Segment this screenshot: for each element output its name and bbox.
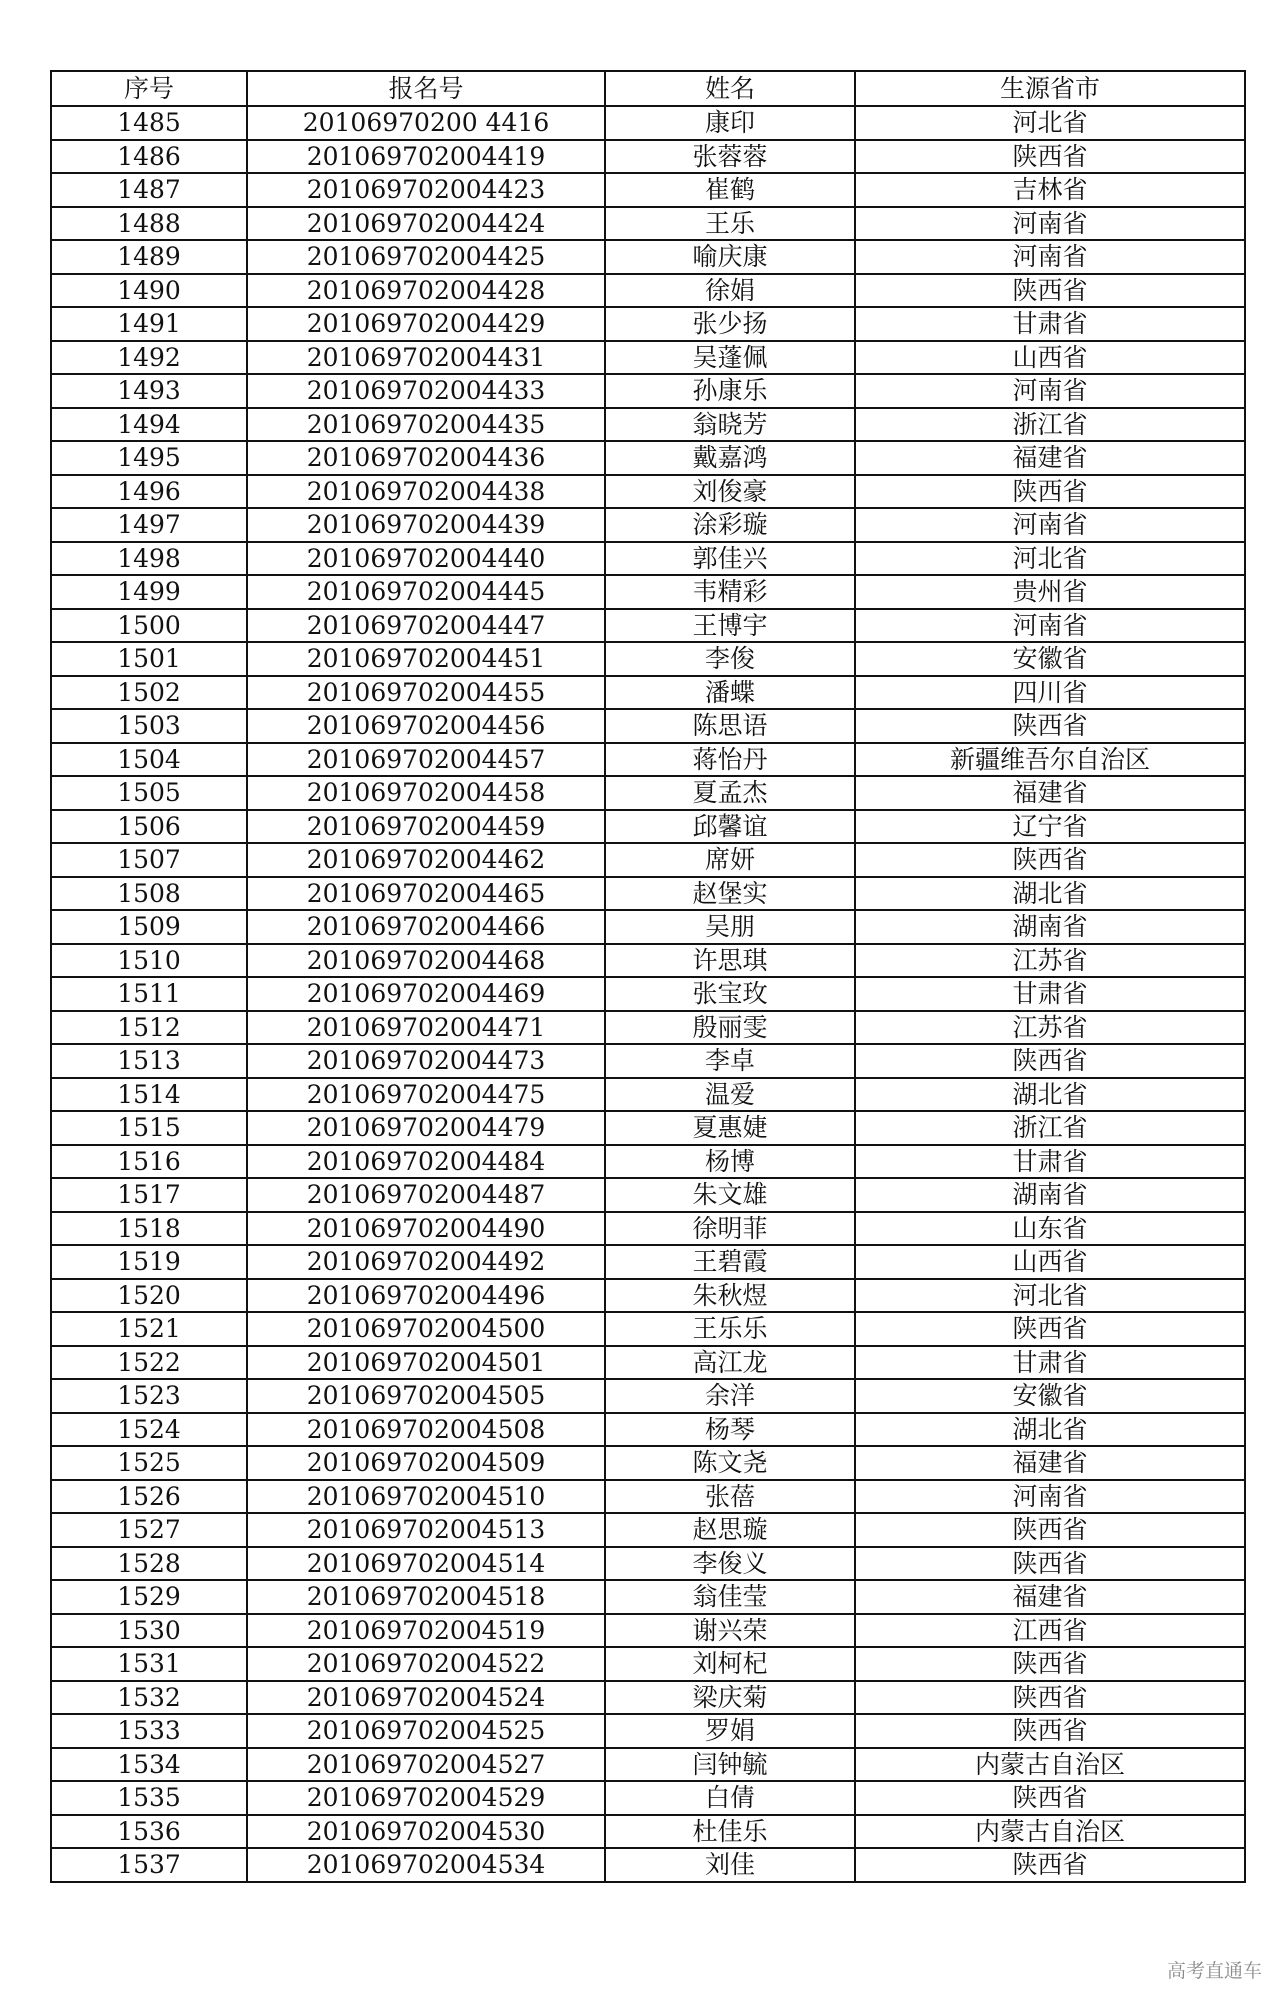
- table-row: [51, 1513, 1245, 1547]
- province-cell: 新疆维吾尔自治区: [855, 743, 1245, 777]
- province-cell: 甘肃省: [855, 977, 1245, 1011]
- province-cell: 陕西省: [855, 140, 1245, 174]
- serial-number-cell: 1492: [51, 341, 247, 375]
- serial-number-cell: 1531: [51, 1647, 247, 1681]
- table-row: [51, 676, 1245, 710]
- province-cell: 河北省: [855, 1279, 1245, 1313]
- serial-number-cell: 1528: [51, 1547, 247, 1581]
- name-cell: 余洋: [605, 1379, 855, 1413]
- serial-number-cell: 1536: [51, 1815, 247, 1849]
- serial-number-cell: 1507: [51, 843, 247, 877]
- registration-number-cell: 201069702004435: [247, 408, 605, 442]
- province-cell: 湖南省: [855, 1178, 1245, 1212]
- table-row: [51, 1044, 1245, 1078]
- serial-number-cell: 1499: [51, 575, 247, 609]
- serial-number-cell: 1526: [51, 1480, 247, 1514]
- province-cell: 福建省: [855, 1446, 1245, 1480]
- name-cell: 夏惠婕: [605, 1111, 855, 1145]
- serial-number-cell: 1516: [51, 1145, 247, 1179]
- table-row: [51, 341, 1245, 375]
- header-province: 生源省市: [855, 71, 1245, 106]
- registration-number-cell: 201069702004473: [247, 1044, 605, 1078]
- name-cell: 潘蝶: [605, 676, 855, 710]
- province-cell: 陕西省: [855, 1312, 1245, 1346]
- name-cell: 王乐: [605, 207, 855, 241]
- registration-number-cell: 201069702004479: [247, 1111, 605, 1145]
- table-row: [51, 274, 1245, 308]
- serial-number-cell: 1515: [51, 1111, 247, 1145]
- registration-number-cell: 201069702004466: [247, 910, 605, 944]
- table-header: [51, 71, 1245, 106]
- province-cell: 河南省: [855, 609, 1245, 643]
- registration-number-cell: 201069702004424: [247, 207, 605, 241]
- name-cell: 翁佳莹: [605, 1580, 855, 1614]
- name-cell: 韦精彩: [605, 575, 855, 609]
- serial-number-cell: 1491: [51, 307, 247, 341]
- province-cell: 贵州省: [855, 575, 1245, 609]
- table-row: [51, 944, 1245, 978]
- name-cell: 张蓓: [605, 1480, 855, 1514]
- table-row: [51, 1245, 1245, 1279]
- province-cell: 湖南省: [855, 910, 1245, 944]
- header-name: 姓名: [605, 71, 855, 106]
- province-cell: 甘肃省: [855, 1346, 1245, 1380]
- serial-number-cell: 1487: [51, 173, 247, 207]
- serial-number-cell: 1530: [51, 1614, 247, 1648]
- registration-number-cell: 201069702004527: [247, 1748, 605, 1782]
- registration-number-cell: 201069702004519: [247, 1614, 605, 1648]
- serial-number-cell: 1486: [51, 140, 247, 174]
- province-cell: 福建省: [855, 776, 1245, 810]
- registration-number-cell: 201069702004423: [247, 173, 605, 207]
- registration-number-cell: 201069702004455: [247, 676, 605, 710]
- province-cell: 内蒙古自治区: [855, 1748, 1245, 1782]
- table-row: [51, 1714, 1245, 1748]
- registration-number-cell: 201069702004530: [247, 1815, 605, 1849]
- name-cell: 王博宇: [605, 609, 855, 643]
- serial-number-cell: 1493: [51, 374, 247, 408]
- province-cell: 陕西省: [855, 1513, 1245, 1547]
- registration-number-cell: 201069702004500: [247, 1312, 605, 1346]
- province-cell: 陕西省: [855, 1647, 1245, 1681]
- name-cell: 李俊义: [605, 1547, 855, 1581]
- registration-number-cell: 201069702004447: [247, 609, 605, 643]
- serial-number-cell: 1533: [51, 1714, 247, 1748]
- registration-number-cell: 201069702004429: [247, 307, 605, 341]
- table-row: [51, 575, 1245, 609]
- serial-number-cell: 1497: [51, 508, 247, 542]
- table-row: [51, 1681, 1245, 1715]
- name-cell: 赵堡实: [605, 877, 855, 911]
- province-cell: 福建省: [855, 441, 1245, 475]
- name-cell: 吴朋: [605, 910, 855, 944]
- table-row: [51, 1212, 1245, 1246]
- registration-number-cell: 201069702004490: [247, 1212, 605, 1246]
- table-row: [51, 1480, 1245, 1514]
- province-cell: 湖北省: [855, 877, 1245, 911]
- province-cell: 湖北省: [855, 1413, 1245, 1447]
- table-row: [51, 207, 1245, 241]
- serial-number-cell: 1512: [51, 1011, 247, 1045]
- name-cell: 杜佳乐: [605, 1815, 855, 1849]
- serial-number-cell: 1500: [51, 609, 247, 643]
- name-cell: 张蓉蓉: [605, 140, 855, 174]
- table-row: [51, 910, 1245, 944]
- serial-number-cell: 1503: [51, 709, 247, 743]
- table-row: [51, 1178, 1245, 1212]
- table-row: [51, 542, 1245, 576]
- table-row: [51, 1279, 1245, 1313]
- name-cell: 戴嘉鸿: [605, 441, 855, 475]
- province-cell: 甘肃省: [855, 307, 1245, 341]
- province-cell: 陕西省: [855, 1714, 1245, 1748]
- table-body: [51, 106, 1245, 1882]
- serial-number-cell: 1513: [51, 1044, 247, 1078]
- serial-number-cell: 1532: [51, 1681, 247, 1715]
- registration-number-cell: 201069702004471: [247, 1011, 605, 1045]
- name-cell: 席妍: [605, 843, 855, 877]
- table-row: [51, 408, 1245, 442]
- province-cell: 江苏省: [855, 944, 1245, 978]
- province-cell: 陕西省: [855, 1848, 1245, 1882]
- registration-number-cell: 201069702004433: [247, 374, 605, 408]
- registration-number-cell: 201069702004438: [247, 475, 605, 509]
- province-cell: 辽宁省: [855, 810, 1245, 844]
- table-row: [51, 140, 1245, 174]
- serial-number-cell: 1534: [51, 1748, 247, 1782]
- name-cell: 康印: [605, 106, 855, 140]
- name-cell: 罗娟: [605, 1714, 855, 1748]
- registration-number-cell: 201069702004508: [247, 1413, 605, 1447]
- table-row: [51, 508, 1245, 542]
- name-cell: 翁晓芳: [605, 408, 855, 442]
- registration-number-cell: 201069702004514: [247, 1547, 605, 1581]
- registration-number-cell: 201069702004525: [247, 1714, 605, 1748]
- serial-number-cell: 1509: [51, 910, 247, 944]
- name-cell: 梁庆菊: [605, 1681, 855, 1715]
- table-row: [51, 642, 1245, 676]
- name-cell: 李俊: [605, 642, 855, 676]
- table-row: [51, 1312, 1245, 1346]
- province-cell: 安徽省: [855, 1379, 1245, 1413]
- registration-number-cell: 201069702004462: [247, 843, 605, 877]
- registration-number-cell: 201069702004425: [247, 240, 605, 274]
- province-cell: 内蒙古自治区: [855, 1815, 1245, 1849]
- province-cell: 四川省: [855, 676, 1245, 710]
- table-row: [51, 1446, 1245, 1480]
- province-cell: 河南省: [855, 207, 1245, 241]
- registration-number-cell: 201069702004505: [247, 1379, 605, 1413]
- name-cell: 徐明菲: [605, 1212, 855, 1246]
- table-row: [51, 609, 1245, 643]
- table-row: [51, 240, 1245, 274]
- header-serial-number: 序号: [51, 71, 247, 106]
- serial-number-cell: 1502: [51, 676, 247, 710]
- table-row: [51, 173, 1245, 207]
- registration-number-cell: 201069702004419: [247, 140, 605, 174]
- province-cell: 浙江省: [855, 408, 1245, 442]
- registration-number-cell: 201069702004475: [247, 1078, 605, 1112]
- province-cell: 陕西省: [855, 1681, 1245, 1715]
- table-row: [51, 1145, 1245, 1179]
- table-row: [51, 374, 1245, 408]
- serial-number-cell: 1485: [51, 106, 247, 140]
- table-row: [51, 307, 1245, 341]
- province-cell: 吉林省: [855, 173, 1245, 207]
- registration-number-cell: 201069702004468: [247, 944, 605, 978]
- name-cell: 刘佳: [605, 1848, 855, 1882]
- name-cell: 许思琪: [605, 944, 855, 978]
- province-cell: 安徽省: [855, 642, 1245, 676]
- table-row: [51, 1011, 1245, 1045]
- serial-number-cell: 1523: [51, 1379, 247, 1413]
- serial-number-cell: 1527: [51, 1513, 247, 1547]
- serial-number-cell: 1518: [51, 1212, 247, 1246]
- table-row: [51, 1647, 1245, 1681]
- name-cell: 郭佳兴: [605, 542, 855, 576]
- serial-number-cell: 1488: [51, 207, 247, 241]
- registration-number-cell: 201069702004501: [247, 1346, 605, 1380]
- serial-number-cell: 1520: [51, 1279, 247, 1313]
- table-row: [51, 106, 1245, 140]
- table-row: [51, 810, 1245, 844]
- admission-list-table: [50, 70, 1246, 1883]
- name-cell: 王乐乐: [605, 1312, 855, 1346]
- table-row: [51, 1547, 1245, 1581]
- name-cell: 朱秋煜: [605, 1279, 855, 1313]
- header-registration-number: 报名号: [247, 71, 605, 106]
- registration-number-cell: 201069702004509: [247, 1446, 605, 1480]
- name-cell: 高江龙: [605, 1346, 855, 1380]
- registration-number-cell: 20106970200 4416: [247, 106, 605, 140]
- serial-number-cell: 1504: [51, 743, 247, 777]
- registration-number-cell: 201069702004457: [247, 743, 605, 777]
- name-cell: 陈思语: [605, 709, 855, 743]
- province-cell: 福建省: [855, 1580, 1245, 1614]
- province-cell: 江苏省: [855, 1011, 1245, 1045]
- registration-number-cell: 201069702004492: [247, 1245, 605, 1279]
- serial-number-cell: 1494: [51, 408, 247, 442]
- serial-number-cell: 1519: [51, 1245, 247, 1279]
- header-row: [51, 71, 1245, 106]
- name-cell: 张宝玫: [605, 977, 855, 1011]
- serial-number-cell: 1506: [51, 810, 247, 844]
- province-cell: 陕西省: [855, 1781, 1245, 1815]
- name-cell: 陈文尧: [605, 1446, 855, 1480]
- name-cell: 殷丽雯: [605, 1011, 855, 1045]
- serial-number-cell: 1498: [51, 542, 247, 576]
- province-cell: 陕西省: [855, 475, 1245, 509]
- registration-number-cell: 201069702004458: [247, 776, 605, 810]
- table-row: [51, 743, 1245, 777]
- table-row: [51, 1614, 1245, 1648]
- name-cell: 孙康乐: [605, 374, 855, 408]
- province-cell: 江西省: [855, 1614, 1245, 1648]
- registration-number-cell: 201069702004484: [247, 1145, 605, 1179]
- name-cell: 杨博: [605, 1145, 855, 1179]
- table-row: [51, 1781, 1245, 1815]
- serial-number-cell: 1496: [51, 475, 247, 509]
- name-cell: 邱馨谊: [605, 810, 855, 844]
- name-cell: 徐娟: [605, 274, 855, 308]
- registration-number-cell: 201069702004496: [247, 1279, 605, 1313]
- registration-number-cell: 201069702004451: [247, 642, 605, 676]
- serial-number-cell: 1524: [51, 1413, 247, 1447]
- serial-number-cell: 1508: [51, 877, 247, 911]
- name-cell: 涂彩璇: [605, 508, 855, 542]
- registration-number-cell: 201069702004440: [247, 542, 605, 576]
- province-cell: 河南省: [855, 240, 1245, 274]
- serial-number-cell: 1537: [51, 1848, 247, 1882]
- table-row: [51, 1078, 1245, 1112]
- province-cell: 河北省: [855, 106, 1245, 140]
- registration-number-cell: 201069702004513: [247, 1513, 605, 1547]
- name-cell: 温爱: [605, 1078, 855, 1112]
- name-cell: 王碧霞: [605, 1245, 855, 1279]
- registration-number-cell: 201069702004439: [247, 508, 605, 542]
- registration-number-cell: 201069702004465: [247, 877, 605, 911]
- name-cell: 崔鹤: [605, 173, 855, 207]
- name-cell: 夏孟杰: [605, 776, 855, 810]
- table-row: [51, 1111, 1245, 1145]
- serial-number-cell: 1489: [51, 240, 247, 274]
- registration-number-cell: 201069702004518: [247, 1580, 605, 1614]
- province-cell: 河南省: [855, 1480, 1245, 1514]
- name-cell: 闫钟毓: [605, 1748, 855, 1782]
- registration-number-cell: 201069702004436: [247, 441, 605, 475]
- name-cell: 喻庆康: [605, 240, 855, 274]
- serial-number-cell: 1514: [51, 1078, 247, 1112]
- serial-number-cell: 1505: [51, 776, 247, 810]
- province-cell: 浙江省: [855, 1111, 1245, 1145]
- province-cell: 陕西省: [855, 843, 1245, 877]
- table-row: [51, 1379, 1245, 1413]
- table-row: [51, 776, 1245, 810]
- province-cell: 山西省: [855, 341, 1245, 375]
- name-cell: 朱文雄: [605, 1178, 855, 1212]
- serial-number-cell: 1529: [51, 1580, 247, 1614]
- table-row: [51, 1848, 1245, 1882]
- table-row: [51, 1413, 1245, 1447]
- table-row: [51, 1748, 1245, 1782]
- name-cell: 张少扬: [605, 307, 855, 341]
- province-cell: 河北省: [855, 542, 1245, 576]
- province-cell: 湖北省: [855, 1078, 1245, 1112]
- registration-number-cell: 201069702004522: [247, 1647, 605, 1681]
- serial-number-cell: 1535: [51, 1781, 247, 1815]
- serial-number-cell: 1511: [51, 977, 247, 1011]
- name-cell: 刘俊豪: [605, 475, 855, 509]
- registration-number-cell: 201069702004456: [247, 709, 605, 743]
- table-row: [51, 843, 1245, 877]
- registration-number-cell: 201069702004459: [247, 810, 605, 844]
- table-row: [51, 709, 1245, 743]
- name-cell: 赵思璇: [605, 1513, 855, 1547]
- serial-number-cell: 1517: [51, 1178, 247, 1212]
- table-row: [51, 1580, 1245, 1614]
- registration-number-cell: 201069702004487: [247, 1178, 605, 1212]
- serial-number-cell: 1525: [51, 1446, 247, 1480]
- name-cell: 刘柯杞: [605, 1647, 855, 1681]
- table-row: [51, 441, 1245, 475]
- province-cell: 河南省: [855, 508, 1245, 542]
- registration-number-cell: 201069702004445: [247, 575, 605, 609]
- table-row: [51, 1815, 1245, 1849]
- registration-number-cell: 201069702004524: [247, 1681, 605, 1715]
- name-cell: 白倩: [605, 1781, 855, 1815]
- watermark-text: 高考直通车: [1166, 1960, 1262, 1982]
- serial-number-cell: 1521: [51, 1312, 247, 1346]
- province-cell: 山西省: [855, 1245, 1245, 1279]
- province-cell: 陕西省: [855, 709, 1245, 743]
- registration-number-cell: 201069702004510: [247, 1480, 605, 1514]
- table-row: [51, 1346, 1245, 1380]
- registration-number-cell: 201069702004529: [247, 1781, 605, 1815]
- registration-number-cell: 201069702004534: [247, 1848, 605, 1882]
- name-cell: 吴蓬佩: [605, 341, 855, 375]
- province-cell: 山东省: [855, 1212, 1245, 1246]
- province-cell: 河南省: [855, 374, 1245, 408]
- registration-number-cell: 201069702004431: [247, 341, 605, 375]
- table-row: [51, 977, 1245, 1011]
- name-cell: 谢兴荣: [605, 1614, 855, 1648]
- serial-number-cell: 1490: [51, 274, 247, 308]
- province-cell: 陕西省: [855, 1547, 1245, 1581]
- table-row: [51, 877, 1245, 911]
- name-cell: 杨琴: [605, 1413, 855, 1447]
- table-row: [51, 475, 1245, 509]
- serial-number-cell: 1510: [51, 944, 247, 978]
- province-cell: 陕西省: [855, 274, 1245, 308]
- name-cell: 李卓: [605, 1044, 855, 1078]
- serial-number-cell: 1501: [51, 642, 247, 676]
- province-cell: 陕西省: [855, 1044, 1245, 1078]
- serial-number-cell: 1495: [51, 441, 247, 475]
- registration-number-cell: 201069702004428: [247, 274, 605, 308]
- name-cell: 蒋怡丹: [605, 743, 855, 777]
- serial-number-cell: 1522: [51, 1346, 247, 1380]
- province-cell: 甘肃省: [855, 1145, 1245, 1179]
- registration-number-cell: 201069702004469: [247, 977, 605, 1011]
